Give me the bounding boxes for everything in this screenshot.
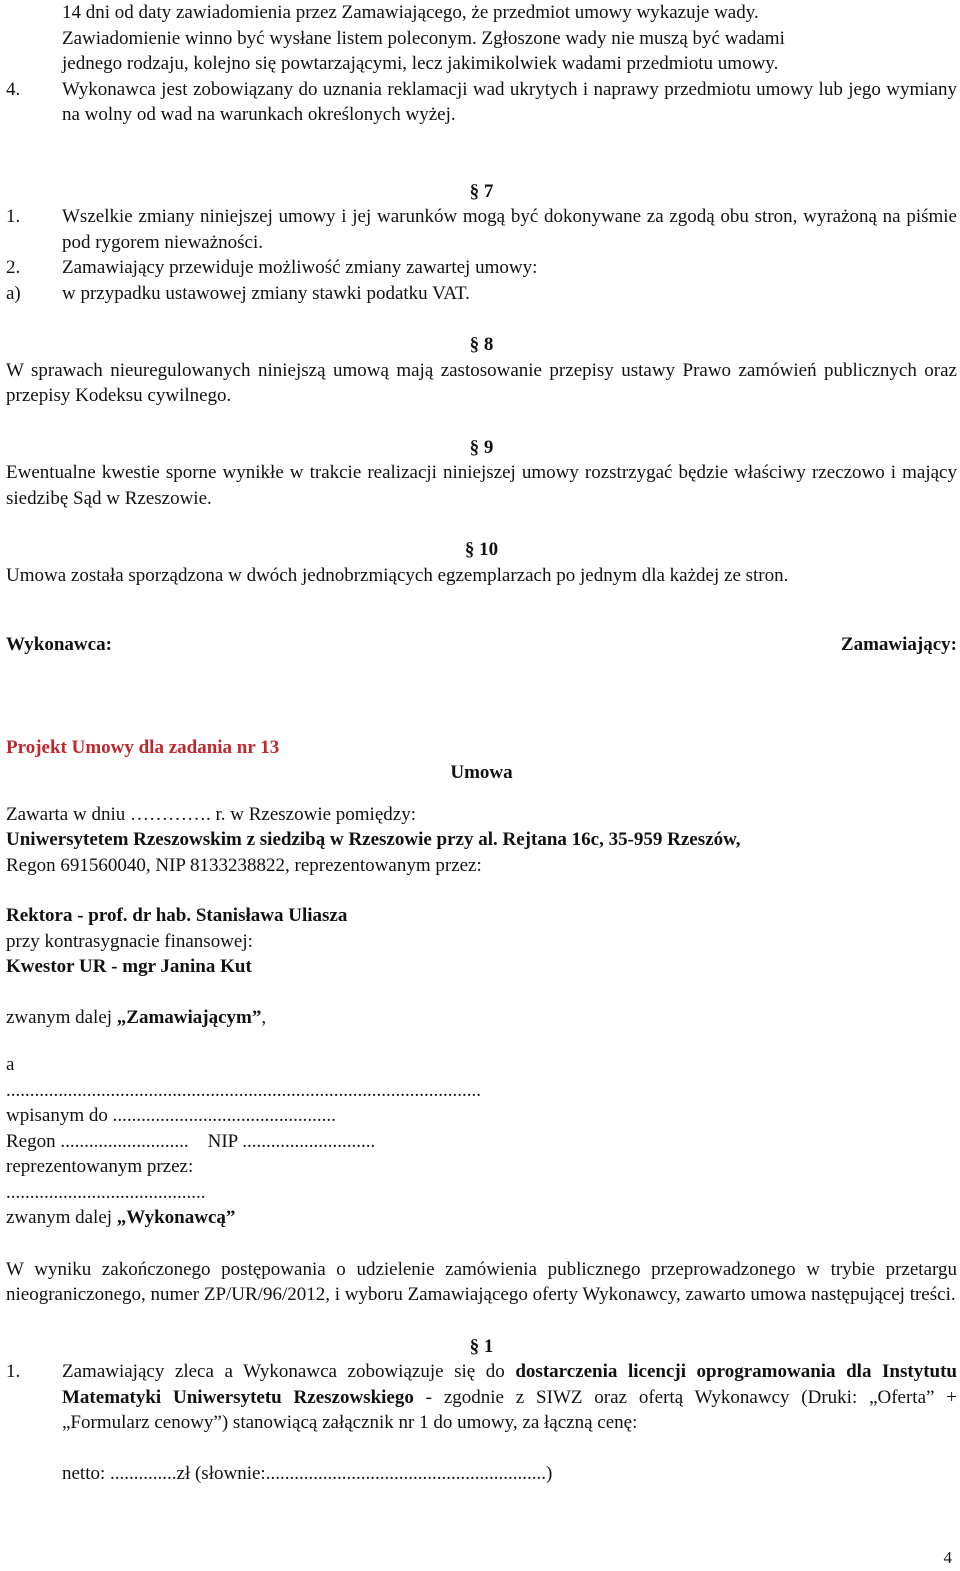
- alias-prefix: zwanym dalej: [6, 1006, 117, 1028]
- paragraph: W sprawach nieuregulowanych niniejszą umową mają zastosowanie przepisy ustawy Prawo zamówień publicznych oraz przepisy Kodeksu cywilnego.: [6, 359, 957, 406]
- section-9: [6, 435, 957, 512]
- list-number: 2.: [6, 257, 21, 278]
- concluded-line: Zawarta w dniu …………. r. w Rzeszowie pomiędzy:: [6, 803, 416, 825]
- university-line: Uniwersytetem Rzeszowskim z siedzibą w Rzeszowie przy al. Rejtana 16c, 35-959 Rzeszów,: [6, 829, 741, 850]
- alias-prefix: zwanym dalej: [6, 1207, 117, 1228]
- bursar-line: Kwestor UR - mgr Janina Kut: [6, 956, 252, 977]
- list-text: Wykonawca jest zobowiązany do uznania reklamacji wad ukrytych i naprawy przedmiotu umowy lub jego wymiany na wolny od wad na warunkach określonych wyżej.: [62, 78, 957, 125]
- contract-project: [6, 735, 957, 1308]
- representative-line: reprezentowanym przez:: [6, 1156, 194, 1177]
- list-item: [6, 77, 957, 128]
- section-1: [6, 1334, 957, 1487]
- alias-name: „Wykonawcą”: [116, 1207, 236, 1228]
- countersignature-line: przy kontrasygnacie finansowej:: [6, 930, 253, 952]
- list-item: [6, 281, 957, 307]
- representative-blank: ..........................................: [6, 1181, 206, 1203]
- text-run: Zamawiający zleca a Wykonawca zobowiązuje się do: [62, 1361, 516, 1382]
- subject-of-contract: dostarczenia licencji oprogramowania dla Instytutu Matematyki Uniwersytetu Rzeszowskiego: [62, 1361, 957, 1408]
- paragraph: Umowa została sporządzona w dwóch jednobrzmiących egzemplarzach po jednym dla każdej ze stron.: [6, 564, 789, 586]
- list-number: a): [6, 282, 21, 304]
- list-item: [6, 204, 957, 255]
- section-7: [6, 179, 957, 307]
- paragraph: 14 dni od daty zawiadomienia przez Zamawiającego, że przedmiot umowy wykazuje wady.: [62, 2, 759, 23]
- list-number: 1.: [6, 206, 21, 227]
- registry-blank: wpisanym do ...............................................: [6, 1105, 336, 1126]
- paragraph: Zawiadomienie winno być wysłane listem poleconym. Zgłoszone wady nie muszą być wadami: [62, 27, 785, 49]
- section-heading: § 1: [469, 1335, 494, 1357]
- section-heading: § 8: [469, 334, 494, 355]
- list-item: [6, 1359, 957, 1436]
- paragraph: W wyniku zakończonego postępowania o udzielenie zamówienia publicznego przeprowadzonego w trybie przetargu nieograniczonego, numer ZP/UR/96/2012, i wyboru Zamawiającego oferty Wykonawcy, zawarto umowa następującej treści.: [6, 1258, 957, 1305]
- net-price-line: netto: ..............zł (słownie:...........................................................): [62, 1462, 553, 1484]
- regon-nip-blank: Regon ........................... NIP ............................: [6, 1130, 376, 1152]
- list-text: Zamawiający przewiduje możliwość zmiany zawartej umowy:: [62, 257, 538, 278]
- contractor-name-blank: ....................................................................................................: [6, 1079, 481, 1101]
- list-text: Wszelkie zmiany niniejszej umowy i jej warunków mogą być dokonywane za zgodą obu stron, wyrażoną na piśmie pod rygorem nieważności.: [62, 206, 957, 253]
- document-page: [6, 0, 957, 1486]
- employer-signature-label: Zamawiający:: [840, 634, 957, 655]
- list-number: 1.: [6, 1361, 21, 1382]
- paragraph: Ewentualne kwestie sporne wynikłe w trakcie realizacji niniejszej umowy rozstrzygać będzie właściwy rzeczowo i mający siedzibę Sąd w Rzeszowie.: [6, 462, 957, 509]
- section-heading: § 10: [464, 539, 499, 560]
- regon-nip-line: Regon 691560040, NIP 8133238822, reprezentowanym przez:: [6, 854, 482, 876]
- page-number: 4: [943, 1548, 952, 1567]
- rector-line: Rektora - prof. dr hab. Stanisława Uliasza: [6, 905, 348, 926]
- section-heading: § 9: [469, 436, 494, 458]
- conjunction-line: a: [6, 1054, 15, 1075]
- signature-row: [6, 632, 957, 658]
- list-item: [6, 255, 957, 281]
- list-number: 4.: [6, 78, 21, 100]
- alias-suffix: ,: [261, 1006, 267, 1028]
- section-heading: § 7: [469, 180, 494, 202]
- paragraph: jednego rodzaju, kolejno się powtarzającymi, lecz jakimikolwiek wadami przedmiotu umowy.: [62, 53, 779, 74]
- list-text: w przypadku ustawowej zmiany stawki podatku VAT.: [62, 282, 470, 304]
- alias-name: „Zamawiającym”: [116, 1006, 262, 1028]
- contractor-alias-line: [6, 1205, 957, 1231]
- previous-section-continuation: [6, 0, 957, 128]
- section-10: [6, 537, 957, 588]
- text-run: - zgodnie z SIWZ oraz ofertą Wykonawcy (Druki: „Oferta” + „Formularz cenowy”) stanowiącą załącznik nr 1 do umowy, za łączną cenę:: [62, 1386, 957, 1433]
- section-8: [6, 332, 957, 409]
- list-text: [62, 1359, 957, 1436]
- contractor-signature-label: Wykonawca:: [6, 634, 112, 655]
- contract-heading: Umowa: [450, 762, 513, 783]
- project-title: Projekt Umowy dla zadania nr 13: [6, 736, 280, 758]
- employer-alias-line: [6, 1005, 957, 1031]
